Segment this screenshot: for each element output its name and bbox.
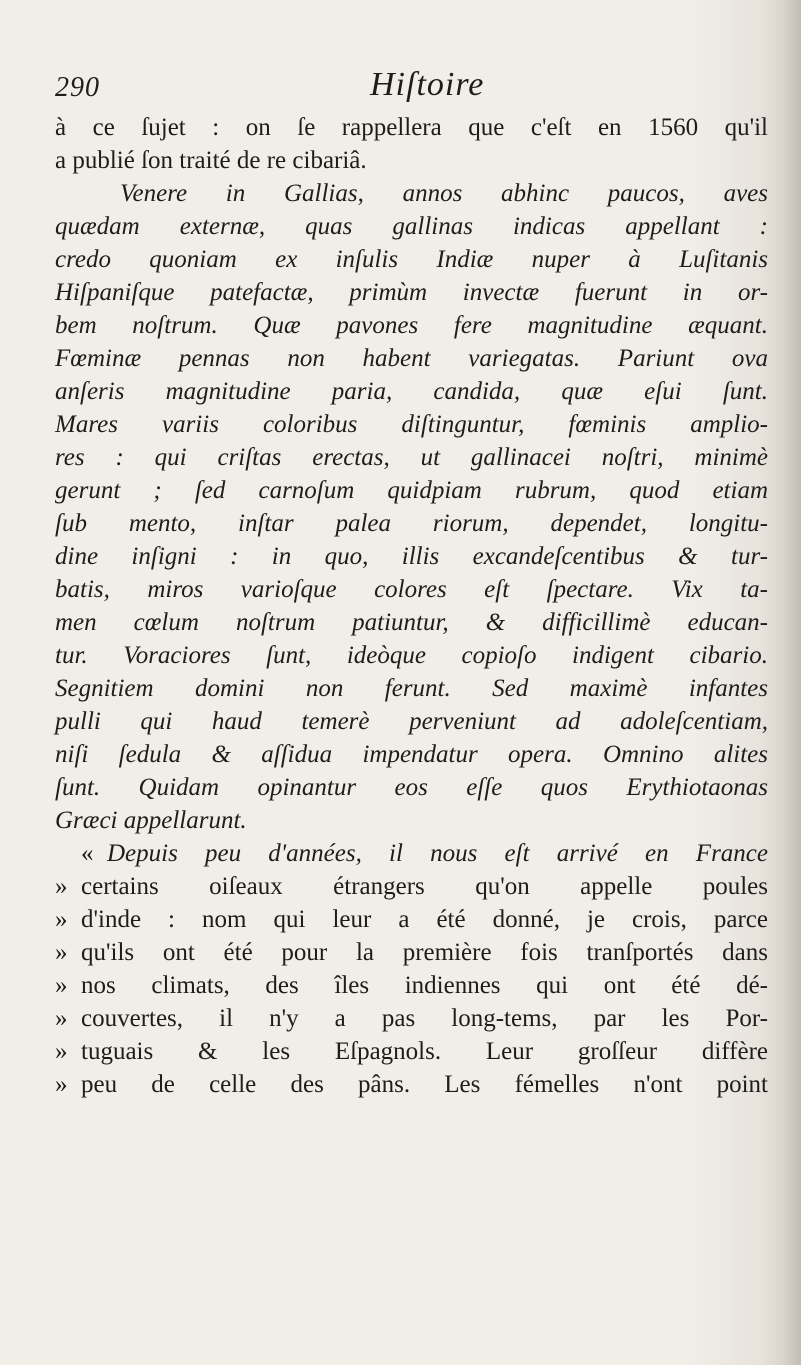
quote-mark: » [55,939,68,966]
latin-line: credo quoniam ex inſulis Indiæ nuper à Luſitanis [55,246,768,273]
text-line: a publié ſon traité de re cibariâ. [55,147,367,174]
latin-line: batis, miros varioſque colores eſt ſpectare. Vix ta- [55,576,768,603]
latin-line: ſunt. Quidam opinantur eos eſſe quos Erythiotaonas [55,774,768,801]
latin-line: Græci appellarunt. [55,807,247,834]
quote-text: tuguais & les Eſpagnols. Leur groſſeur diffère [81,1038,768,1065]
quote-line [55,969,768,1002]
quote-text: qu'ils ont été pour la première fois tranſportés dans [81,939,768,966]
quote-text: certains oiſeaux étrangers qu'on appelle poules [81,873,768,900]
latin-line: Fœminæ pennas non habent variegatas. Pariunt ova [55,345,768,372]
latin-line: Venere in Gallias, annos abhinc paucos, aves [120,180,768,207]
quote-text: couvertes, il n'y a pas long-tems, par les Por- [81,1005,768,1032]
quote-mark-open: « [81,840,94,867]
quote-mark: » [55,972,68,999]
latin-line: res : qui criſtas erectas, ut gallinacei noſtri, minimè [55,444,768,471]
quote-mark: » [55,873,68,900]
quote-text: nos climats, des îles indiennes qui ont été dé- [81,972,768,999]
page-number: 290 [55,72,100,103]
page-edge-shadow [783,0,801,1365]
latin-line: ſub mento, inſtar palea riorum, dependet, longitu- [55,510,768,537]
latin-line: gerunt ; ſed carnoſum quidpiam rubrum, quod etiam [55,477,768,504]
latin-line: quædam externæ, quas gallinas indicas appellant : [55,213,768,240]
latin-line: tur. Voraciores ſunt, ideòque copioſo indigent cibario. [55,642,768,669]
quote-text: peu de celle des pâns. Les fémelles n'ont point [81,1071,768,1098]
quote-line [55,837,768,870]
latin-line: bem noſtrum. Quæ pavones fere magnitudine æquant. [55,312,768,339]
quote-mark: » [55,1071,68,1098]
latin-line: Segnitiem domini non ferunt. Sed maximè infantes [55,675,768,702]
latin-line: Mares variis coloribus diſtinguntur, fœminis amplio- [55,411,768,438]
quote-line [55,936,768,969]
quote-line [55,1068,768,1101]
quote-line [55,1035,768,1068]
latin-line: Hiſpaniſque patefactæ, primùm invectæ fuerunt in or- [55,279,768,306]
quote-line [55,870,768,903]
quote-line [55,903,768,936]
text-line: à ce ſujet : on ſe rappellera que c'eſt en 1560 qu'il [55,114,768,141]
quote-line [55,1002,768,1035]
quote-mark: » [55,1038,68,1065]
quote-text: Depuis peu d'années, il nous eſt arrivé en France [107,840,768,867]
quote-text: d'inde : nom qui leur a été donné, je crois, parce [81,906,768,933]
latin-line: anſeris magnitudine paria, candida, quæ eſui ſunt. [55,378,768,405]
page-header [55,66,755,110]
latin-line: niſi ſedula & aſſidua impendatur opera. Omnino alites [55,741,768,768]
quote-mark: » [55,906,68,933]
text-block [55,111,768,1101]
latin-line: pulli qui haud temerè perveniunt ad adoleſcentiam, [55,708,768,735]
latin-line: dine inſigni : in quo, illis excandeſcentibus & tur- [55,543,768,570]
running-head: Hiſtoire [370,66,485,103]
latin-line: men cœlum noſtrum patiuntur, & difficillimè educan- [55,609,768,636]
quote-mark: » [55,1005,68,1032]
